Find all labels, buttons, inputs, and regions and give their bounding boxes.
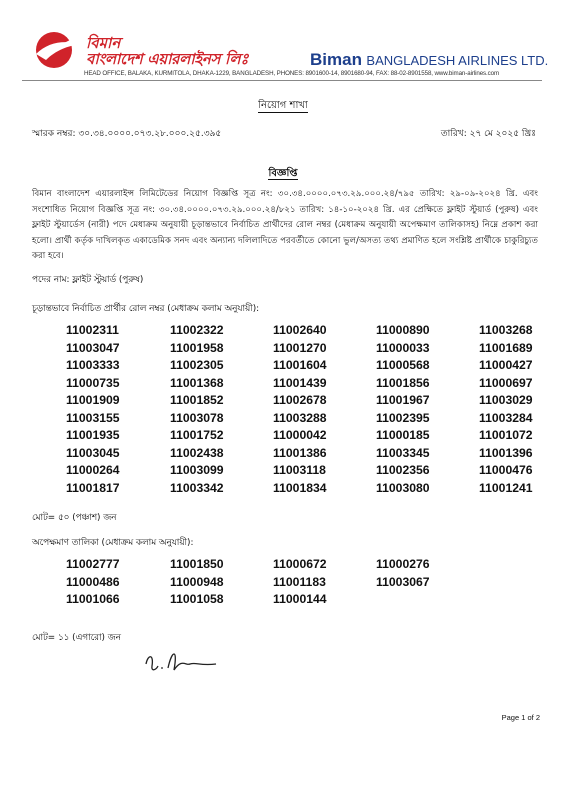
brand-bangla-top: বিমান bbox=[86, 34, 121, 52]
biman-logo-icon bbox=[30, 30, 82, 70]
brand-english-rest: BANGLADESH AIRLINES LTD. bbox=[366, 53, 549, 68]
letterhead-brand bbox=[86, 34, 549, 69]
page-number: Page 1 of 2 bbox=[501, 713, 540, 722]
roll-number: 11001368 bbox=[170, 375, 224, 390]
memo-date: তারিখ: ২৭ মে ২০২৫ খ্রিঃ bbox=[440, 129, 536, 139]
roll-number: 11002640 bbox=[273, 323, 327, 337]
selected-column bbox=[273, 322, 363, 497]
roll-number: 11003284 bbox=[479, 410, 533, 425]
roll-number: 11003342 bbox=[170, 480, 224, 495]
waiting-column bbox=[170, 556, 260, 609]
roll-number: 11003045 bbox=[66, 445, 120, 460]
roll-number: 11001852 bbox=[170, 393, 224, 407]
roll-number: 11003268 bbox=[479, 323, 533, 337]
roll-number: 11001270 bbox=[273, 340, 327, 355]
roll-number: 11000276 bbox=[376, 557, 430, 571]
selected-total: মোট= ৫০ (পঞ্চাশ) জন bbox=[32, 513, 117, 523]
roll-number: 11003029 bbox=[479, 393, 533, 407]
waiting-heading: অপেক্ষমাণ তালিকা (মেধাক্রম কলাম অনুযায়ী): bbox=[32, 538, 194, 548]
roll-number: 11001752 bbox=[170, 428, 224, 442]
selected-column bbox=[170, 322, 260, 497]
post-name: পদের নাম: ফ্লাইট স্টুয়ার্ড (পুরুষ) bbox=[32, 275, 144, 285]
roll-number: 11000427 bbox=[479, 358, 533, 372]
roll-number: 11001909 bbox=[66, 393, 120, 407]
roll-number: 11001604 bbox=[273, 358, 327, 372]
roll-number: 11001396 bbox=[479, 445, 533, 460]
roll-number: 11001967 bbox=[376, 393, 430, 407]
roll-number: 11001439 bbox=[273, 375, 327, 390]
roll-number: 11001958 bbox=[170, 340, 224, 355]
roll-number: 11000264 bbox=[66, 463, 120, 477]
section-title bbox=[0, 98, 566, 115]
roll-number: 11003155 bbox=[66, 410, 120, 425]
letterhead-divider bbox=[22, 80, 542, 81]
waiting-total: মোট= ১১ (এগারো) জন bbox=[32, 633, 121, 643]
roll-number: 11002356 bbox=[376, 463, 430, 477]
waiting-column bbox=[66, 556, 156, 609]
signature bbox=[142, 644, 218, 678]
roll-number: 11003333 bbox=[66, 358, 120, 372]
head-office-address: HEAD OFFICE, BALAKA, KURMITOLA, DHAKA-1229, BANGLADESH, PHONES: 8901600-14, 8901680-94, FAX: 88-02-8901558, www.biman-airlines.com bbox=[84, 70, 500, 77]
roll-number: 11003345 bbox=[376, 445, 430, 460]
roll-number: 11000568 bbox=[376, 358, 430, 372]
selected-column bbox=[479, 322, 566, 497]
roll-number: 11001058 bbox=[170, 592, 224, 606]
roll-number: 11000042 bbox=[273, 428, 327, 442]
roll-number: 11001072 bbox=[479, 428, 533, 442]
roll-number: 11003080 bbox=[376, 480, 430, 495]
roll-number: 11000033 bbox=[376, 340, 430, 355]
roll-number: 11001689 bbox=[479, 340, 533, 355]
notice-title-text: বিজ্ঞপ্তি bbox=[268, 168, 298, 179]
roll-number: 11003067 bbox=[376, 574, 430, 589]
selected-column bbox=[376, 322, 466, 497]
roll-number: 11000486 bbox=[66, 574, 120, 589]
roll-number: 11000735 bbox=[66, 375, 120, 390]
roll-number: 11002322 bbox=[170, 323, 224, 337]
section-title-text: নিয়োগ শাখা bbox=[258, 100, 308, 111]
roll-number: 11002305 bbox=[170, 358, 224, 372]
roll-number: 11001850 bbox=[170, 557, 224, 571]
roll-number: 11002678 bbox=[273, 393, 327, 407]
roll-number: 11001386 bbox=[273, 445, 327, 460]
memo-number: স্মারক নম্বর: ৩০.৩৪.০০০০.০৭৩.২৮.০০০.২৫.৩৯৫ bbox=[32, 129, 222, 139]
roll-number: 11001856 bbox=[376, 375, 430, 390]
notice-title bbox=[0, 166, 566, 183]
roll-number: 11001834 bbox=[273, 480, 327, 495]
roll-number: 11002395 bbox=[376, 410, 430, 425]
brand-english bbox=[310, 50, 548, 70]
brand-bangla: বাংলাদেশ এয়ারলাইনস লিঃ bbox=[86, 50, 249, 68]
roll-number: 11002438 bbox=[170, 445, 224, 460]
roll-number: 11000948 bbox=[170, 574, 224, 589]
selected-column bbox=[66, 322, 156, 497]
waiting-column bbox=[376, 556, 466, 591]
roll-number: 11000476 bbox=[479, 463, 533, 477]
selected-heading: চূড়ান্তভাবে নির্বাচিত প্রার্থীর রোল নম্বর (মেধাক্রম কলাম অনুযায়ী): bbox=[32, 304, 260, 314]
roll-number: 11003078 bbox=[170, 410, 224, 425]
roll-number: 11001241 bbox=[479, 480, 533, 495]
roll-number: 11000697 bbox=[479, 375, 533, 390]
notice-body: বিমান বাংলাদেশ এয়ারলাইন্স লিমিটেডের নিয়োগ বিজ্ঞপ্তি সূত্র নং: ৩০.৩৪.০০০০.০৭৩.২৯.০০০.২৪/৭৯৫ তারিখ: ২৯-০৯-২০২৪ খ্রি. এবং সংশোধিত নিয়োগ বিজ্ঞপ্তি সূত্র নং: ৩০.৩৪.০০০০.০৭৩.২৯.০০০.২৪/৮২১ তারিখ: ১৪-১০-২০২৪ খ্রি. এর প্রেক্ষিতে ফ্লাইট স্টুয়ার্ড (পুরুষ) এবং ফ্লাইট স্টুয়ার্ডেস (নারী) পদে মেধাক্রম অনুযায়ী চূড়ান্তভাবে নির্বাচিত প্রার্থীদের রোল নম্বর (মেধাক্রম অনুযায়ী অপেক্ষমাণ তালিকাসহ) নিম্নে প্রকাশ করা হলো। প্রার্থী কর্তৃক দাখিলকৃত একাডেমিক সনদ এবং অন্যান্য দলিলাদিতে পরবর্তীতে কোনো ভুল/অসত্য তথ্য প্রমাণিত হলে সংশ্লিষ্ট প্রার্থীকে চাকুরিচ্যুত করা হবে। bbox=[32, 189, 538, 262]
roll-number: 11000890 bbox=[376, 323, 430, 337]
waiting-column bbox=[273, 556, 363, 609]
roll-number: 11001935 bbox=[66, 428, 120, 442]
roll-number: 11001817 bbox=[66, 480, 120, 495]
roll-number: 11002777 bbox=[66, 557, 120, 571]
roll-number: 11003099 bbox=[170, 463, 224, 477]
roll-number: 11003288 bbox=[273, 410, 327, 425]
roll-number: 11001183 bbox=[273, 574, 326, 589]
roll-number: 11001066 bbox=[66, 592, 120, 606]
roll-number: 11000672 bbox=[273, 557, 327, 571]
roll-number: 11003118 bbox=[273, 463, 326, 477]
roll-number: 11002311 bbox=[66, 323, 119, 337]
brand-english-bold: Biman bbox=[310, 50, 362, 69]
roll-number: 11000185 bbox=[376, 428, 430, 442]
roll-number: 11000144 bbox=[273, 592, 327, 606]
roll-number: 11003047 bbox=[66, 340, 120, 355]
